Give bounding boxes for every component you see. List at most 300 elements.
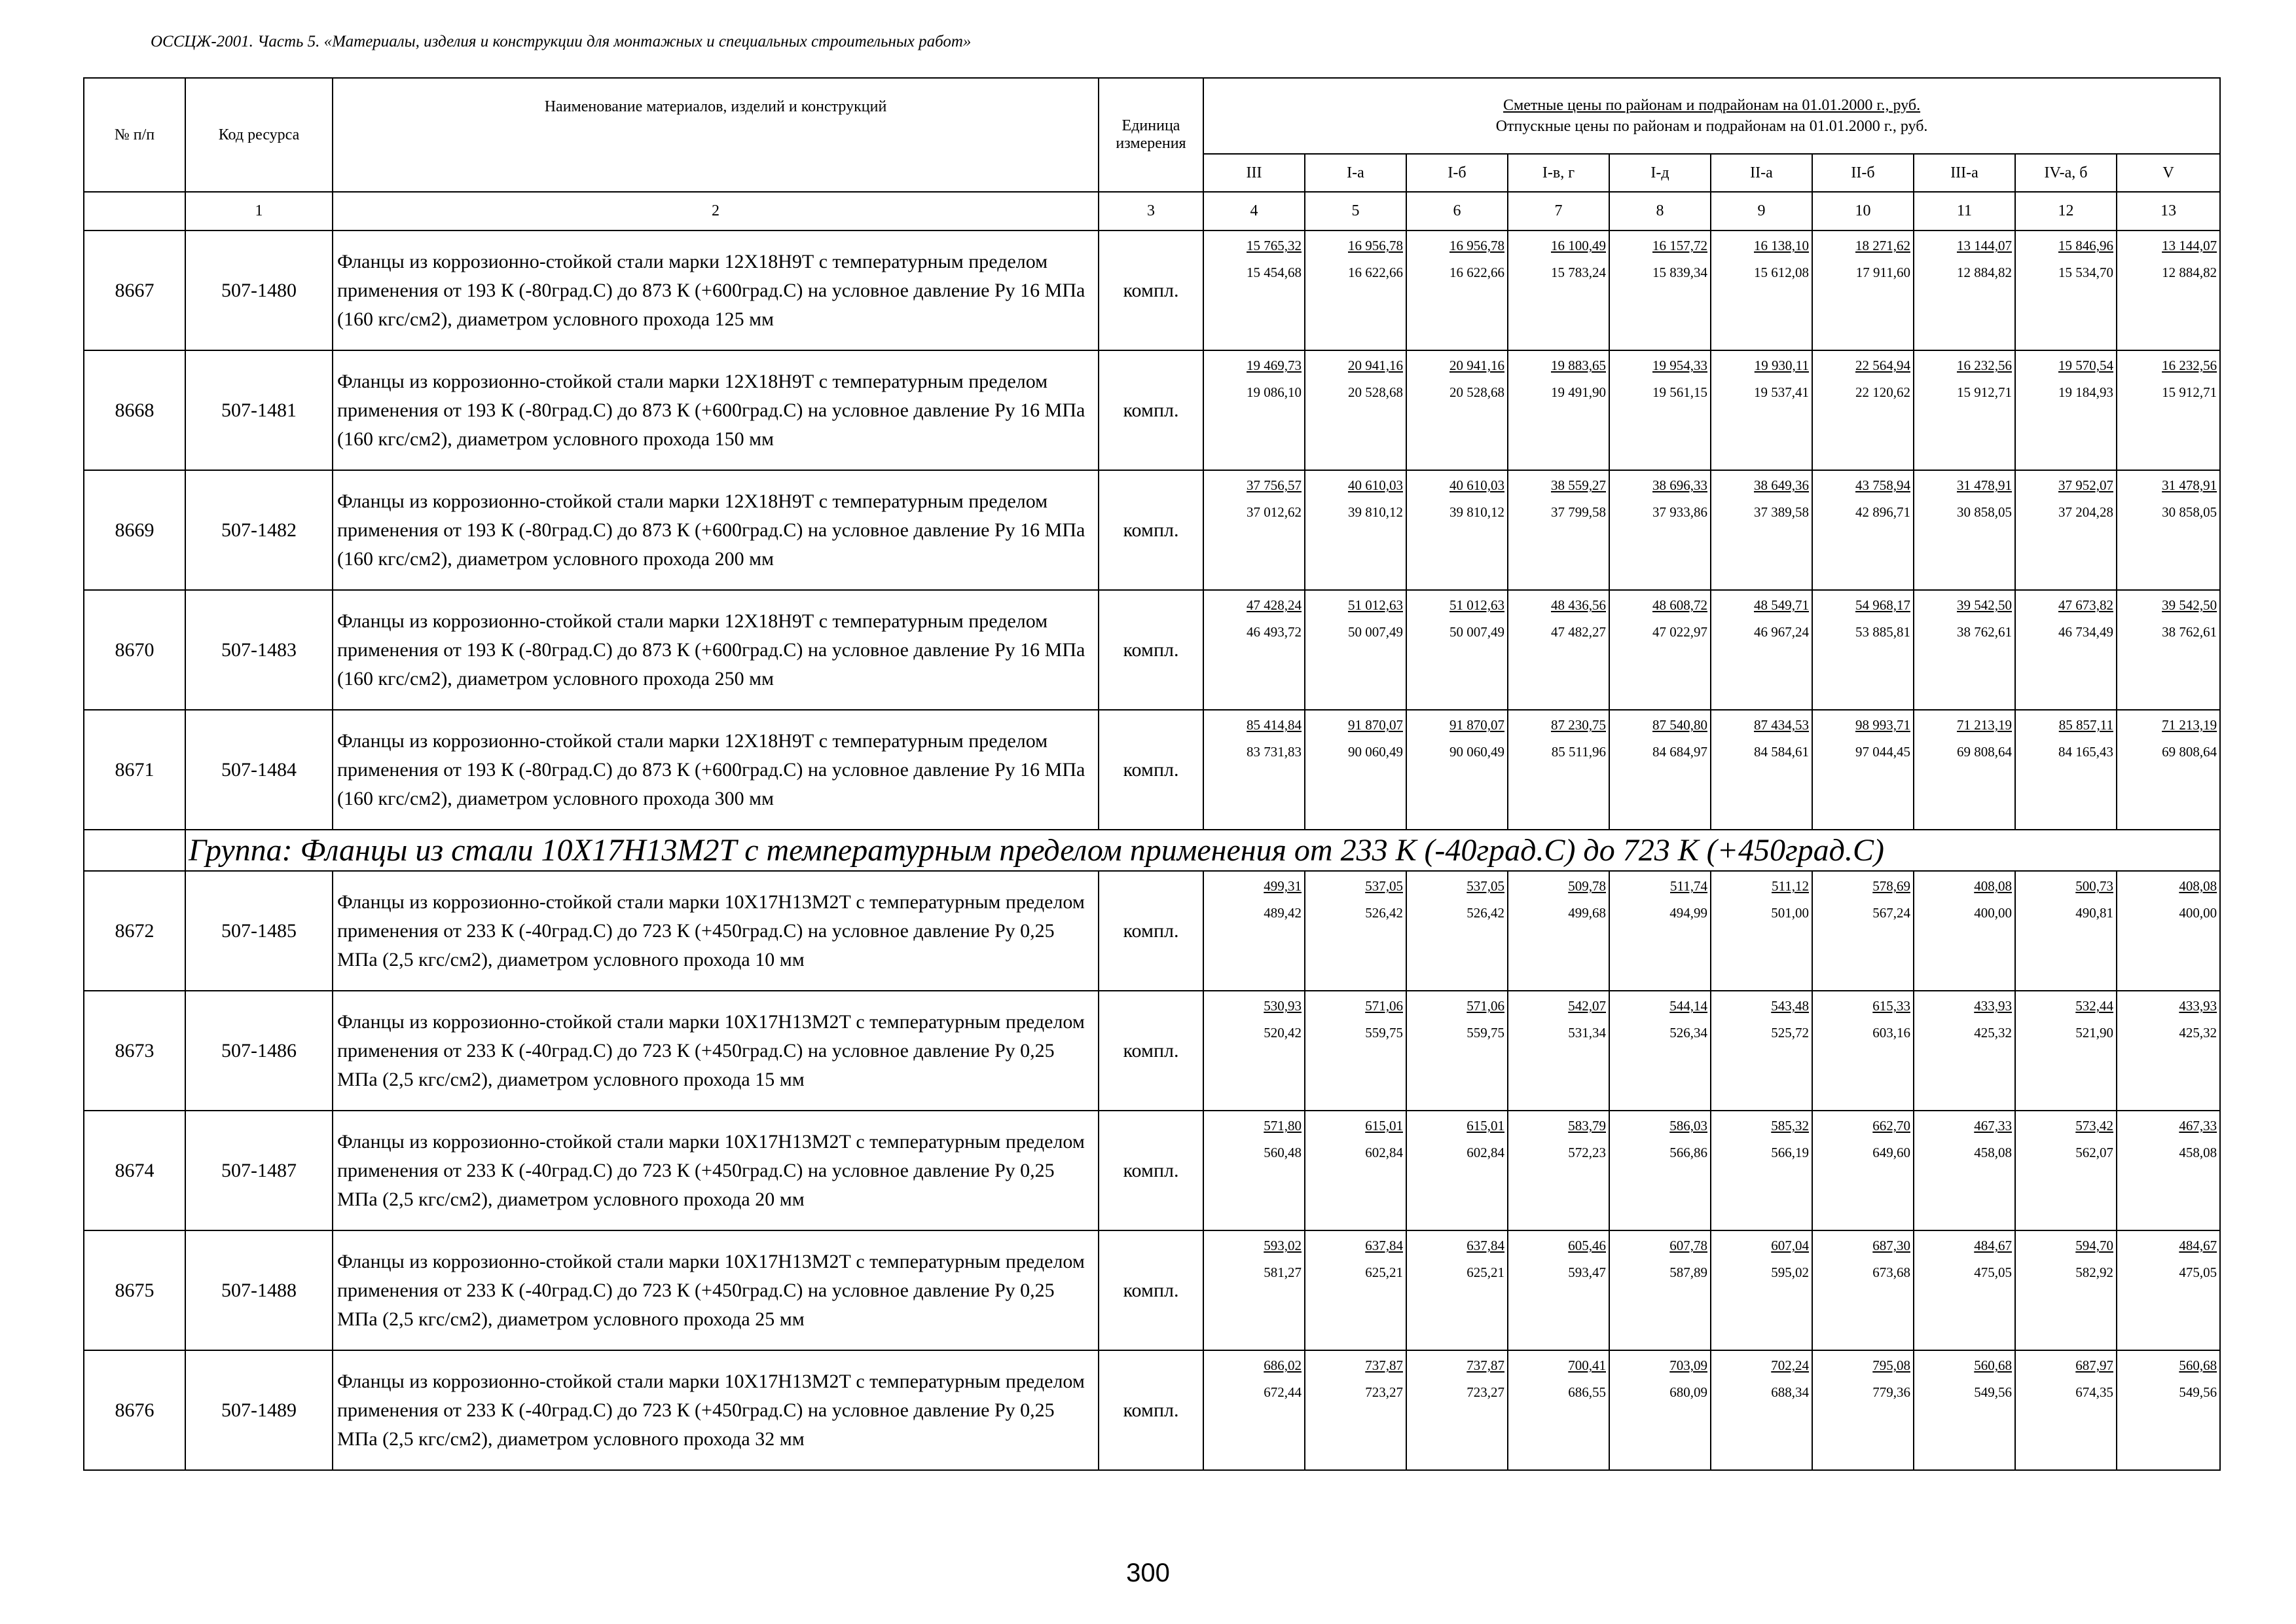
- release-price: 582,92: [2075, 1264, 2113, 1280]
- header-name-label: Наименование материалов, изделий и конструкций: [544, 98, 887, 115]
- estimate-price: 607,78: [1669, 1238, 1707, 1253]
- price-cell: [1914, 470, 2015, 590]
- release-price: 50 007,49: [1449, 624, 1504, 640]
- estimate-price: 31 478,91: [2162, 477, 2217, 493]
- price-cell: [1812, 710, 1914, 830]
- price-cell: [2117, 710, 2220, 830]
- group-row-spacer: [84, 830, 185, 871]
- price-cell: [1812, 1350, 1914, 1470]
- price-cell: [1203, 991, 1305, 1111]
- price-cell: [2117, 871, 2220, 991]
- price-cell: [1711, 470, 1812, 590]
- estimate-price: 19 883,65: [1551, 358, 1606, 373]
- estimate-price: 537,05: [1467, 878, 1504, 894]
- estimate-price: 484,67: [1974, 1238, 2012, 1253]
- release-price: 581,27: [1264, 1264, 1302, 1280]
- resource-code: 507-1486: [185, 991, 333, 1111]
- material-name: Фланцы из коррозионно-стойкой стали марки 10Х17Н13М2Т с температурным пределом применения от 233 К (-40град.С) до 723 К (+450град.С) на условное давление Ру 0,25 МПа (2,5 кгс/см2), диаметром условного прохода 20 мм: [333, 1111, 1099, 1230]
- release-price: 90 060,49: [1348, 744, 1403, 760]
- price-cell: [2015, 470, 2117, 590]
- release-price: 562,07: [2075, 1145, 2113, 1160]
- estimate-price: 71 213,19: [2162, 717, 2217, 733]
- column-number-cell: 2: [333, 192, 1099, 231]
- row-number: 8671: [84, 710, 185, 830]
- price-cell: [2015, 710, 2117, 830]
- price-cell: [1609, 470, 1711, 590]
- unit-of-measure: компл.: [1099, 871, 1203, 991]
- price-cell: [1812, 871, 1914, 991]
- release-price: 85 511,96: [1551, 744, 1606, 760]
- price-cell: [1203, 871, 1305, 991]
- material-name: Фланцы из коррозионно-стойкой стали марки 10Х17Н13М2Т с температурным пределом применения от 233 К (-40град.С) до 723 К (+450град.С) на условное давление Ру 0,25 МПа (2,5 кгс/см2), диаметром условного прохода 32 мм: [333, 1350, 1099, 1470]
- release-price: 16 622,66: [1449, 265, 1504, 280]
- column-number-cell: 12: [2015, 192, 2117, 231]
- release-price: 46 967,24: [1754, 624, 1809, 640]
- column-number-cell: 8: [1609, 192, 1711, 231]
- estimate-price: 615,01: [1365, 1118, 1403, 1134]
- price-cell: [1508, 710, 1609, 830]
- price-cell: [1406, 710, 1508, 830]
- release-price: 22 120,62: [1855, 384, 1910, 400]
- release-price: 42 896,71: [1855, 504, 1910, 520]
- price-cell: [1812, 350, 1914, 470]
- release-price: 531,34: [1568, 1025, 1606, 1041]
- price-cell: [1609, 991, 1711, 1111]
- price-cell: [1305, 350, 1406, 470]
- release-price: 723,27: [1467, 1384, 1504, 1400]
- release-price: 47 482,27: [1551, 624, 1606, 640]
- estimate-price: 37 952,07: [2058, 477, 2113, 493]
- estimate-price: 560,68: [2179, 1357, 2217, 1373]
- price-cell: [1305, 1111, 1406, 1230]
- estimate-price: 578,69: [1872, 878, 1910, 894]
- estimate-price: 408,08: [1974, 878, 2012, 894]
- release-price: 494,99: [1669, 905, 1707, 921]
- row-number: 8675: [84, 1230, 185, 1350]
- header-region: II-б: [1812, 154, 1914, 192]
- estimate-price: 48 436,56: [1551, 597, 1606, 613]
- estimate-price: 87 230,75: [1551, 717, 1606, 733]
- estimate-price: 560,68: [1974, 1357, 2012, 1373]
- release-price: 15 839,34: [1652, 265, 1707, 280]
- estimate-price: 637,84: [1365, 1238, 1403, 1253]
- header-name: [333, 78, 1099, 192]
- estimate-price: 19 930,11: [1754, 358, 1809, 373]
- estimate-price: 15 846,96: [2058, 238, 2113, 253]
- estimate-price: 537,05: [1365, 878, 1403, 894]
- price-cell: [1305, 231, 1406, 350]
- header-region: IV-а, б: [2015, 154, 2117, 192]
- release-price: 90 060,49: [1449, 744, 1504, 760]
- estimate-price: 16 100,49: [1551, 238, 1606, 253]
- release-price: 625,21: [1467, 1264, 1504, 1280]
- estimate-price: 37 756,57: [1247, 477, 1302, 493]
- header-num: № п/п: [84, 78, 185, 192]
- row-number: 8672: [84, 871, 185, 991]
- estimate-price: 40 610,03: [1348, 477, 1403, 493]
- release-price: 649,60: [1872, 1145, 1910, 1160]
- column-number-cell: 1: [185, 192, 333, 231]
- price-cell: [1305, 871, 1406, 991]
- estimate-price: 91 870,07: [1348, 717, 1403, 733]
- release-price: 526,42: [1467, 905, 1504, 921]
- estimate-price: 583,79: [1568, 1118, 1606, 1134]
- release-price: 15 454,68: [1247, 265, 1302, 280]
- resource-code: 507-1488: [185, 1230, 333, 1350]
- price-cell: [2015, 350, 2117, 470]
- price-cell: [1508, 231, 1609, 350]
- estimate-price: 15 765,32: [1247, 238, 1302, 253]
- estimate-price: 38 559,27: [1551, 477, 1606, 493]
- release-price: 674,35: [2075, 1384, 2113, 1400]
- header-region: I-а: [1305, 154, 1406, 192]
- estimate-price: 16 157,72: [1652, 238, 1707, 253]
- resource-code: 507-1485: [185, 871, 333, 991]
- estimate-price: 16 232,56: [2162, 358, 2217, 373]
- release-price: 15 912,71: [2162, 384, 2217, 400]
- estimate-price: 605,46: [1568, 1238, 1606, 1253]
- header-region: V: [2117, 154, 2220, 192]
- price-cell: [1711, 231, 1812, 350]
- price-cell: [1609, 590, 1711, 710]
- price-cell: [1203, 590, 1305, 710]
- row-number: 8667: [84, 231, 185, 350]
- release-price: 17 911,60: [1855, 265, 1910, 280]
- estimate-price: 571,80: [1264, 1118, 1302, 1134]
- release-price: 84 165,43: [2058, 744, 2113, 760]
- price-cell: [1711, 590, 1812, 710]
- release-price: 525,72: [1771, 1025, 1809, 1041]
- header-unit: Единица измерения: [1099, 78, 1203, 192]
- release-price: 39 810,12: [1348, 504, 1403, 520]
- estimate-price: 91 870,07: [1449, 717, 1504, 733]
- price-cell: [2117, 1350, 2220, 1470]
- price-cell: [1203, 1230, 1305, 1350]
- price-cell: [1406, 1111, 1508, 1230]
- release-price: 47 022,97: [1652, 624, 1707, 640]
- estimate-price: 571,06: [1365, 998, 1403, 1014]
- price-cell: [1711, 350, 1812, 470]
- estimate-price: 31 478,91: [1957, 477, 2012, 493]
- release-price: 566,86: [1669, 1145, 1707, 1160]
- estimate-price: 51 012,63: [1449, 597, 1504, 613]
- price-cell: [1711, 710, 1812, 830]
- estimate-price: 85 857,11: [2058, 717, 2113, 733]
- column-number-cell: 9: [1711, 192, 1812, 231]
- estimate-price: 573,42: [2075, 1118, 2113, 1134]
- estimate-price: 687,97: [2075, 1357, 2113, 1373]
- estimate-price: 39 542,50: [1957, 597, 2012, 613]
- document-header-title: ОССЦЖ-2001. Часть 5. «Материалы, изделия и конструкции для монтажных и специальных строительных работ»: [151, 33, 972, 50]
- release-price: 84 684,97: [1652, 744, 1707, 760]
- column-number-cell: 7: [1508, 192, 1609, 231]
- page-number: 300: [1126, 1559, 1170, 1587]
- release-price: 603,16: [1872, 1025, 1910, 1041]
- release-price: 46 493,72: [1247, 624, 1302, 640]
- release-price: 30 858,05: [1957, 504, 2012, 520]
- release-price: 30 858,05: [2162, 504, 2217, 520]
- release-price: 602,84: [1365, 1145, 1403, 1160]
- price-cell: [2015, 991, 2117, 1111]
- estimate-price: 737,87: [1467, 1357, 1504, 1373]
- price-cell: [1812, 470, 1914, 590]
- price-cell: [1914, 710, 2015, 830]
- release-price: 425,32: [2179, 1025, 2217, 1041]
- price-cell: [1508, 470, 1609, 590]
- row-number: 8673: [84, 991, 185, 1111]
- estimate-price: 544,14: [1669, 998, 1707, 1014]
- estimate-price: 20 941,16: [1449, 358, 1504, 373]
- price-cell: [1914, 991, 2015, 1111]
- release-price: 587,89: [1669, 1264, 1707, 1280]
- material-name: Фланцы из коррозионно-стойкой стали марки 12Х18Н9Т с температурным пределом применения от 193 К (-80град.С) до 873 К (+600град.С) на условное давление Ру 16 МПа (160 кгс/см2), диаметром условного прохода 125 мм: [333, 231, 1099, 350]
- price-cell: [1812, 1111, 1914, 1230]
- resource-code: 507-1480: [185, 231, 333, 350]
- release-price: 566,19: [1771, 1145, 1809, 1160]
- estimate-price: 662,70: [1872, 1118, 1910, 1134]
- price-cell: [1609, 871, 1711, 991]
- unit-of-measure: компл.: [1099, 991, 1203, 1111]
- price-cell: [1508, 590, 1609, 710]
- price-cell: [2117, 1230, 2220, 1350]
- price-cell: [1406, 590, 1508, 710]
- release-price: 19 537,41: [1754, 384, 1809, 400]
- release-price: 84 584,61: [1754, 744, 1809, 760]
- release-price: 37 204,28: [2058, 504, 2113, 520]
- estimate-price: 98 993,71: [1855, 717, 1910, 733]
- table-row: [84, 871, 2220, 991]
- estimate-price: 47 673,82: [2058, 597, 2113, 613]
- group-title: Группа: Фланцы из стали 10Х17Н13М2Т с температурным пределом применения от 233 К (-40град.С) до 723 К (+450град.С): [185, 830, 2220, 871]
- estimate-price: 16 138,10: [1754, 238, 1809, 253]
- release-price: 12 884,82: [2162, 265, 2217, 280]
- release-price: 779,36: [1872, 1384, 1910, 1400]
- estimate-price: 637,84: [1467, 1238, 1504, 1253]
- price-cell: [1203, 350, 1305, 470]
- price-cell: [1711, 1111, 1812, 1230]
- price-cell: [1305, 710, 1406, 830]
- release-price: 69 808,64: [2162, 744, 2217, 760]
- price-cell: [1508, 991, 1609, 1111]
- release-price: 475,05: [2179, 1264, 2217, 1280]
- group-row: [84, 830, 2220, 871]
- column-number-cell: 6: [1406, 192, 1508, 231]
- table-row: [84, 590, 2220, 710]
- estimate-price: 795,08: [1872, 1357, 1910, 1373]
- release-price: 625,21: [1365, 1264, 1403, 1280]
- column-number-cell: 3: [1099, 192, 1203, 231]
- table-row: [84, 470, 2220, 590]
- price-cell: [2117, 991, 2220, 1111]
- header-region: I-в, г: [1508, 154, 1609, 192]
- header-prices-release: Отпускные цены по районам и подрайонам на 01.01.2000 г., руб.: [1495, 118, 1928, 135]
- release-price: 425,32: [1974, 1025, 2012, 1041]
- release-price: 37 012,62: [1247, 504, 1302, 520]
- release-price: 520,42: [1264, 1025, 1302, 1041]
- row-number: 8668: [84, 350, 185, 470]
- release-price: 97 044,45: [1855, 744, 1910, 760]
- release-price: 686,55: [1568, 1384, 1606, 1400]
- resource-code: 507-1483: [185, 590, 333, 710]
- material-name: Фланцы из коррозионно-стойкой стали марки 12Х18Н9Т с температурным пределом применения от 193 К (-80град.С) до 873 К (+600град.С) на условное давление Ру 16 МПа (160 кгс/см2), диаметром условного прохода 250 мм: [333, 590, 1099, 710]
- price-cell: [1914, 590, 2015, 710]
- price-cell: [1508, 350, 1609, 470]
- estimate-price: 615,01: [1467, 1118, 1504, 1134]
- resource-code: 507-1487: [185, 1111, 333, 1230]
- release-price: 723,27: [1365, 1384, 1403, 1400]
- release-price: 39 810,12: [1449, 504, 1504, 520]
- release-price: 688,34: [1771, 1384, 1809, 1400]
- estimate-price: 433,93: [2179, 998, 2217, 1014]
- price-cell: [2015, 231, 2117, 350]
- release-price: 53 885,81: [1855, 624, 1910, 640]
- material-name: Фланцы из коррозионно-стойкой стали марки 12Х18Н9Т с температурным пределом применения от 193 К (-80град.С) до 873 К (+600град.С) на условное давление Ру 16 МПа (160 кгс/см2), диаметром условного прохода 300 мм: [333, 710, 1099, 830]
- release-price: 83 731,83: [1247, 744, 1302, 760]
- release-price: 526,42: [1365, 905, 1403, 921]
- estimate-price: 687,30: [1872, 1238, 1910, 1253]
- table-row: [84, 1230, 2220, 1350]
- release-price: 12 884,82: [1957, 265, 2012, 280]
- resource-code: 507-1484: [185, 710, 333, 830]
- release-price: 37 799,58: [1551, 504, 1606, 520]
- estimate-price: 615,33: [1872, 998, 1910, 1014]
- price-cell: [1203, 1111, 1305, 1230]
- price-cell: [1406, 1230, 1508, 1350]
- price-cell: [1508, 1350, 1609, 1470]
- price-cell: [1406, 350, 1508, 470]
- estimate-price: 19 469,73: [1247, 358, 1302, 373]
- estimate-price: 40 610,03: [1449, 477, 1504, 493]
- estimate-price: 38 696,33: [1652, 477, 1707, 493]
- price-cell: [1305, 470, 1406, 590]
- release-price: 38 762,61: [1957, 624, 2012, 640]
- release-price: 458,08: [1974, 1145, 2012, 1160]
- release-price: 593,47: [1568, 1264, 1606, 1280]
- header-region: I-б: [1406, 154, 1508, 192]
- estimate-price: 48 549,71: [1754, 597, 1809, 613]
- material-name: Фланцы из коррозионно-стойкой стали марки 10Х17Н13М2Т с температурным пределом применения от 233 К (-40град.С) до 723 К (+450град.С) на условное давление Ру 0,25 МПа (2,5 кгс/см2), диаметром условного прохода 15 мм: [333, 991, 1099, 1111]
- estimate-price: 13 144,07: [2162, 238, 2217, 253]
- row-number: 8674: [84, 1111, 185, 1230]
- price-cell: [1609, 710, 1711, 830]
- price-cell: [1609, 231, 1711, 350]
- price-cell: [1305, 590, 1406, 710]
- table-row: [84, 231, 2220, 350]
- estimate-price: 71 213,19: [1957, 717, 2012, 733]
- estimate-price: 509,78: [1568, 878, 1606, 894]
- estimate-price: 702,24: [1771, 1357, 1809, 1373]
- estimate-price: 87 540,80: [1652, 717, 1707, 733]
- price-cell: [1812, 590, 1914, 710]
- header-region: II-а: [1711, 154, 1812, 192]
- release-price: 595,02: [1771, 1264, 1809, 1280]
- estimate-price: 87 434,53: [1754, 717, 1809, 733]
- release-price: 69 808,64: [1957, 744, 2012, 760]
- estimate-price: 700,41: [1568, 1357, 1606, 1373]
- price-cell: [2117, 1111, 2220, 1230]
- unit-of-measure: компл.: [1099, 710, 1203, 830]
- price-cell: [2015, 590, 2117, 710]
- price-cell: [1914, 1230, 2015, 1350]
- header-code: Код ресурса: [185, 78, 333, 192]
- estimate-price: 530,93: [1264, 998, 1302, 1014]
- table-row: [84, 1350, 2220, 1470]
- row-number: 8670: [84, 590, 185, 710]
- estimate-price: 543,48: [1771, 998, 1809, 1014]
- estimate-price: 703,09: [1669, 1357, 1707, 1373]
- release-price: 15 912,71: [1957, 384, 2012, 400]
- price-cell: [1508, 1230, 1609, 1350]
- estimate-price: 542,07: [1568, 998, 1606, 1014]
- release-price: 37 933,86: [1652, 504, 1707, 520]
- release-price: 501,00: [1771, 905, 1809, 921]
- resource-code: 507-1481: [185, 350, 333, 470]
- row-number: 8676: [84, 1350, 185, 1470]
- price-cell: [1406, 991, 1508, 1111]
- release-price: 673,68: [1872, 1264, 1910, 1280]
- price-cell: [1203, 710, 1305, 830]
- price-cell: [1812, 991, 1914, 1111]
- price-cell: [1609, 1111, 1711, 1230]
- price-cell: [1406, 231, 1508, 350]
- price-cell: [1914, 1111, 2015, 1230]
- price-cell: [2117, 470, 2220, 590]
- estimate-price: 433,93: [1974, 998, 2012, 1014]
- material-name: Фланцы из коррозионно-стойкой стали марки 10Х17Н13М2Т с температурным пределом применения от 233 К (-40град.С) до 723 К (+450град.С) на условное давление Ру 0,25 МПа (2,5 кгс/см2), диаметром условного прохода 25 мм: [333, 1230, 1099, 1350]
- estimate-price: 16 232,56: [1957, 358, 2012, 373]
- price-cell: [2015, 1111, 2117, 1230]
- resource-code: 507-1482: [185, 470, 333, 590]
- price-cell: [1914, 350, 2015, 470]
- estimate-price: 18 271,62: [1855, 238, 1910, 253]
- price-cell: [2015, 871, 2117, 991]
- estimate-price: 85 414,84: [1247, 717, 1302, 733]
- release-price: 19 561,15: [1652, 384, 1707, 400]
- column-number-cell: 4: [1203, 192, 1305, 231]
- estimate-price: 20 941,16: [1348, 358, 1403, 373]
- release-price: 16 622,66: [1348, 265, 1403, 280]
- release-price: 458,08: [2179, 1145, 2217, 1160]
- column-number-cell: 5: [1305, 192, 1406, 231]
- estimate-price: 484,67: [2179, 1238, 2217, 1253]
- estimate-price: 408,08: [2179, 878, 2217, 894]
- price-cell: [1305, 1350, 1406, 1470]
- estimate-price: 38 649,36: [1754, 477, 1809, 493]
- release-price: 15 534,70: [2058, 265, 2113, 280]
- price-cell: [1203, 470, 1305, 590]
- price-cell: [1406, 470, 1508, 590]
- header-region: III-а: [1914, 154, 2015, 192]
- price-cell: [1711, 991, 1812, 1111]
- price-cell: [1609, 1230, 1711, 1350]
- price-cell: [1812, 1230, 1914, 1350]
- estimate-price: 586,03: [1669, 1118, 1707, 1134]
- material-name: Фланцы из коррозионно-стойкой стали марки 12Х18Н9Т с температурным пределом применения от 193 К (-80град.С) до 873 К (+600град.С) на условное давление Ру 16 МПа (160 кгс/см2), диаметром условного прохода 150 мм: [333, 350, 1099, 470]
- unit-of-measure: компл.: [1099, 1230, 1203, 1350]
- release-price: 19 184,93: [2058, 384, 2113, 400]
- price-cell: [1711, 1350, 1812, 1470]
- release-price: 560,48: [1264, 1145, 1302, 1160]
- unit-of-measure: компл.: [1099, 470, 1203, 590]
- price-cell: [1609, 350, 1711, 470]
- header-region: I-д: [1609, 154, 1711, 192]
- price-cell: [1914, 231, 2015, 350]
- release-price: 559,75: [1467, 1025, 1504, 1041]
- estimate-price: 19 570,54: [2058, 358, 2113, 373]
- release-price: 37 389,58: [1754, 504, 1809, 520]
- estimate-price: 47 428,24: [1247, 597, 1302, 613]
- price-cell: [2117, 350, 2220, 470]
